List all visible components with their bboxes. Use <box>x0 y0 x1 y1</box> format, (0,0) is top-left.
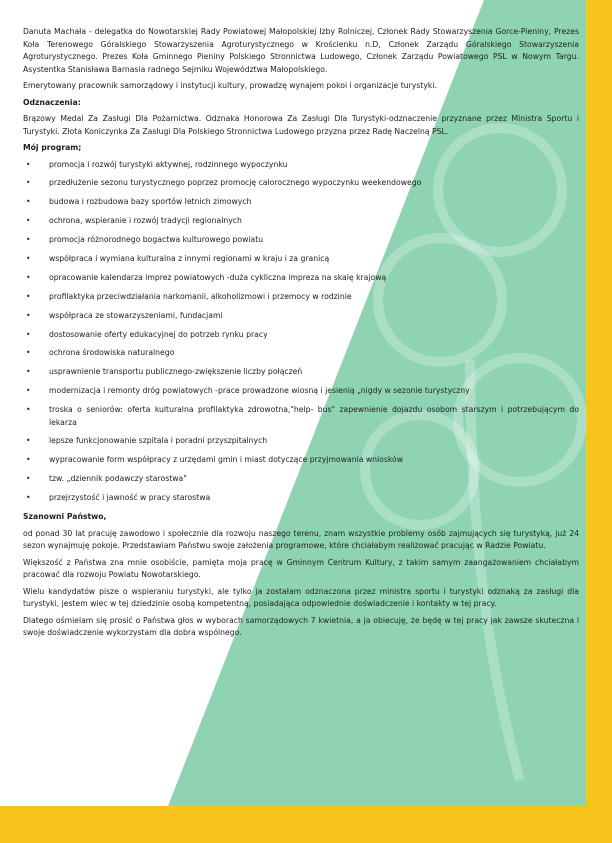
closing-paragraph: od ponad 30 lat pracuję zawodowo i społecznie dla rozwoju naszego terenu, znam wszystkie problemy osób zajmujących się turystyką, już 24 sezon wynajmuję pokoje. Przedstawiam Państwu swoje założenia programowe, które chciałabym realizować pracując w Radzie Powiatu. <box>23 528 579 551</box>
bullet-icon: • <box>26 178 31 188</box>
program-item-text: troska o seniorów: oferta kulturalna profilaktyka zdrowotna,"help- bus" zapewnienie dojazdu osobom starszym i potrzebującym do lekarza <box>49 405 579 427</box>
awards-paragraph: Brązowy Medal Za Zasługi Dla Pożarnictwa. Odznaka Honorowa Za Zasługi Dla Turystyki-odznaczenie przyznane przez Ministra Sportu i Turystyki. Złota Koniczynka Za Zasługi Dla Polskiego Stronnictwa Ludowego przyzna przez Radę Naczelną PSL. <box>23 114 579 136</box>
awards-heading: Odznaczenia: <box>23 97 81 107</box>
program-item-text: przedłużenie sezonu turystycznego poprzez promocję całorocznego wypoczynku weekendowego <box>49 178 422 188</box>
program-item <box>23 435 579 448</box>
program-item <box>23 454 579 467</box>
program-item-text: ochrona, wspieranie i rozwój tradycji regionalnych <box>49 216 242 226</box>
program-item-text: lepsze funkcjonowanie szpitala i poradni przyszpitalnych <box>49 436 268 446</box>
program-item-text: wypracowanie form współpracy z urzędami gmin i miast dotyczące przyjmowania wniosków <box>49 455 404 465</box>
program-item-text: ochrona środowiska naturalnego <box>49 348 175 358</box>
program-item <box>23 177 579 190</box>
closing-paragraph: Wielu kandydatów pisze o wspieraniu turystyki, ale tylko ja zostałam odznaczona przez ministra sportu i turystyki odznaką za zasługi dla turystyki, jestem wiec w tej dziedzinie osobą kompetentną, posiadająca odpowiednie doświadczenie i kontakty w tej pracy. <box>23 586 579 609</box>
bullet-icon: • <box>26 159 31 169</box>
program-item-text: współpraca i wymiana kulturalna z innymi regionami w kraju i za granicą <box>49 253 330 263</box>
bullet-icon: • <box>26 348 31 358</box>
program-item <box>23 234 579 247</box>
program-item <box>23 385 579 398</box>
program-heading: Mój program; <box>23 143 82 152</box>
program-item <box>23 253 579 266</box>
bullet-icon: • <box>26 310 31 320</box>
closing-heading: Szanowni Państwo, <box>23 512 107 522</box>
program-item-text: tzw. „dziennik podawczy starostwa" <box>49 474 187 484</box>
program-item <box>23 404 579 429</box>
bullet-icon: • <box>26 253 31 263</box>
program-item-text: profilaktyka przeciwdziałania narkomanii, alkoholizmowi i przemocy w rodzinie <box>49 291 352 301</box>
program-item-text: promocja i rozwój turystyki aktywnej, rodzinnego wypoczynku <box>49 159 288 169</box>
yellow-side-band <box>586 0 612 843</box>
bio-paragraph: Danuta Machała - delegatka do Nowotarskiej Rady Powiatowej Małopolskiej Izby Rolniczej, Członek Rady Stowarzyszenia Gorce-Pieniny, Prezes Koła Terenowego Góralskiego Stowarzyszenia Agroturystycznego w Krościenku n.D, Członek Zarządu Góralskiego Stowarzyszenia Agroturystycznego. Prezes Koła Gminnego Pieniny Polskiego Stronnictwa Ludowego, Członek Zarządu Powiatowego PSL w Nowym Targu. Asystentka Stanisława Barnasia radnego Sejmiku Województwa Małopolskiego. <box>23 27 579 74</box>
bullet-icon: • <box>26 474 31 484</box>
program-item <box>23 366 579 379</box>
bullet-icon: • <box>26 436 31 446</box>
program-item-text: modernizacja i remonty dróg powiatowych -prace prowadzone wiosną i jesienią „nigdy w sezonie turystyczny <box>49 386 470 396</box>
program-item-text: usprawnienie transportu publicznego-zwiększenie liczby połączeń <box>49 367 303 377</box>
occupation-paragraph: Emerytowany pracownik samorządowy i instytucji kultury, prowadzę wynajem pokoi i organizacje turystyki. <box>23 81 437 90</box>
bullet-icon: • <box>26 329 31 339</box>
bullet-icon: • <box>26 405 31 415</box>
program-item-text: dostosowanie oferty edukacyjnej do potrzeb rynku pracy <box>49 329 268 339</box>
program-item <box>23 159 579 172</box>
program-item-text: promocja różnorodnego bogactwa kulturowego powiatu <box>49 235 264 245</box>
program-item <box>23 272 579 285</box>
program-item <box>23 291 579 304</box>
bullet-icon: • <box>26 455 31 465</box>
bullet-icon: • <box>26 216 31 226</box>
yellow-bottom-band <box>0 806 612 843</box>
program-item <box>23 492 579 505</box>
bullet-icon: • <box>26 367 31 377</box>
program-item <box>23 215 579 228</box>
bullet-icon: • <box>26 291 31 301</box>
bullet-icon: • <box>26 272 31 282</box>
program-item-text: współpraca ze stowarzyszeniami, fundacjami <box>49 310 223 320</box>
bullet-icon: • <box>26 235 31 245</box>
program-item-text: budowa i rozbudowa bazy sportów letnich zimowych <box>49 197 252 207</box>
program-item <box>23 196 579 209</box>
bullet-icon: • <box>26 493 31 503</box>
closing-paragraph: Większość z Państwa zna mnie osobiście, pamięta moja pracę w Gminnym Centrum Kultury, z takim samym zaangażowaniem chciałabym pracować dla rozwoju Powiatu Nowotarskiego. <box>23 557 579 580</box>
program-item <box>23 310 579 323</box>
bullet-icon: • <box>26 386 31 396</box>
program-item <box>23 473 579 486</box>
program-item-text: przejrzystość i jawność w pracy starostwa <box>49 493 211 503</box>
document-body <box>23 26 579 644</box>
program-item <box>23 347 579 360</box>
program-item-text: opracowanie kalendarza imprez powiatowych -duża cykliczna impreza na skalę krajową <box>49 272 387 282</box>
program-list <box>23 159 579 505</box>
program-item <box>23 329 579 342</box>
closing-paragraph: Dlatego ośmielam się prosić o Państwa głos w wyborach samorządowych 7 kwietnia, a ja obiecuję, że będę w tej pracy jak zawsze skuteczna i swoje doświadczenie wykorzystam dla dobra wspólnego. <box>23 615 579 638</box>
bullet-icon: • <box>26 197 31 207</box>
